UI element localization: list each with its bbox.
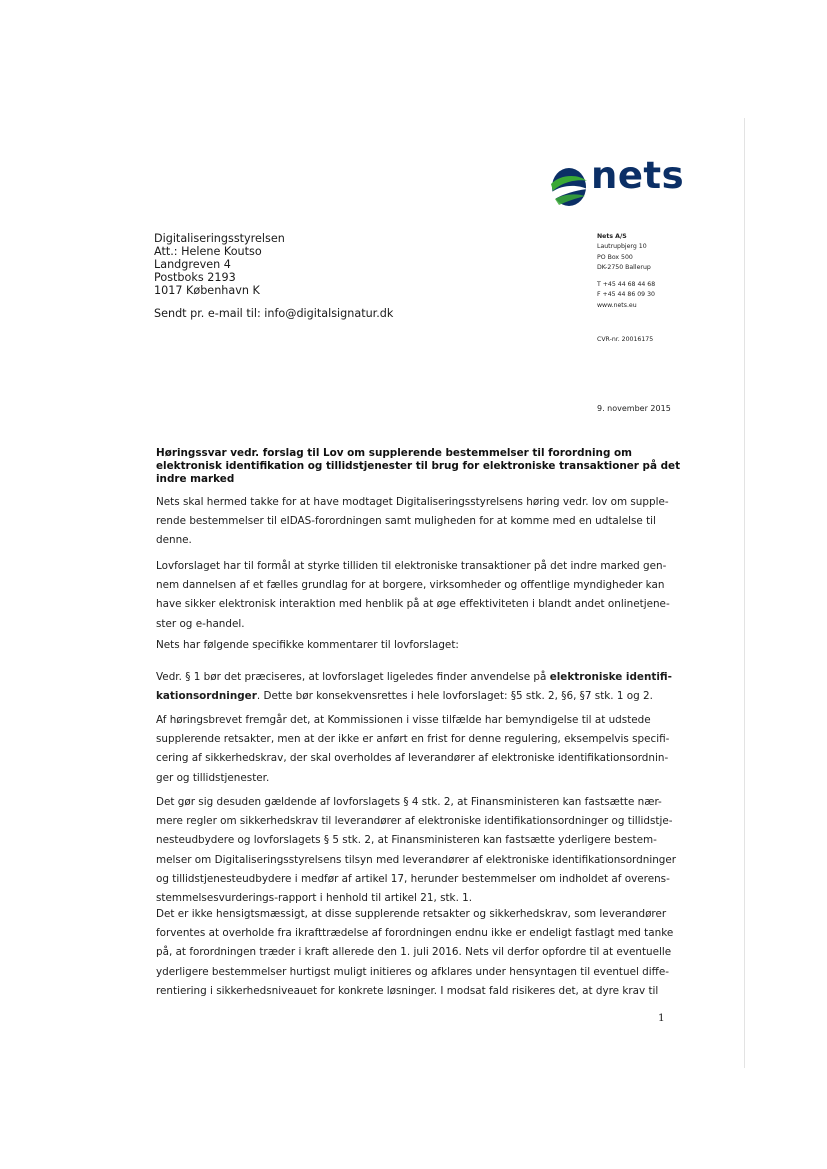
- body-line: nesteudbydere og lovforslagets § 5 stk. 2, at Finansministeren kan fastsætte yderligere bestem-: [156, 834, 657, 847]
- body-line: Af høringsbrevet fremgår det, at Kommissionen i visse tilfælde har bemyndigelse til at udstede: [156, 714, 651, 726]
- body-line: på, at forordningen træder i kraft allerede den 1. juli 2016. Nets vil derfor opfordre til at eventuelle: [156, 946, 672, 959]
- bold-term: elektroniske identifi-: [549, 671, 672, 683]
- subject-line: indre marked: [156, 472, 235, 485]
- body-line: supplerende retsakter, men at der ikke er anført en frist for denne regulering, eksempelvis specifi-: [156, 733, 670, 746]
- body-line: Nets har følgende specifikke kommentarer til lovforslaget:: [156, 639, 459, 651]
- nets-globe-logo-icon: [549, 165, 589, 209]
- body-text: . Dette bør konsekvensrettes i hele lovforslaget: §5 stk. 2, §6, §7 stk. 1 og 2.: [256, 690, 653, 703]
- letter-date: 9. november 2015: [597, 404, 671, 413]
- body-line: ger og tillidstjenester.: [156, 771, 270, 784]
- body-line: [156, 668, 676, 687]
- body-text: Vedr. § 1 bør det præciseres, at lovforslaget ligeledes finder anvendelse på: [156, 671, 550, 683]
- nets-logo-wordmark: nets: [591, 154, 685, 197]
- company-fax: F +45 44 86 09 30: [597, 291, 655, 299]
- page-number: 1: [658, 1012, 665, 1024]
- recipient-line: 1017 København K: [154, 284, 260, 297]
- company-address-line: PO Box 500: [597, 253, 633, 261]
- company-website: www.nets.eu: [597, 301, 637, 309]
- body-line: rende bestemmelser til eIDAS-forordningen samt muligheden for at komme med en udtalelse til: [156, 515, 656, 528]
- recipient-line: Digitaliseringsstyrelsen: [154, 232, 285, 245]
- paragraph-2: [156, 557, 676, 634]
- body-line: rentiering i sikkerhedsniveauet for konkrete løsninger. I modsat fald risikeres det, at dyre krav til: [156, 984, 659, 997]
- body-line: nem dannelsen af et fælles grundlag for at borgere, virksomheder og offentlige myndigheder kan: [156, 579, 665, 592]
- company-cvr: CVR-nr. 20016175: [597, 336, 654, 343]
- body-line: cering af sikkerhedskrav, der skal overholdes af leverandører af elektroniske identifikationsordnin-: [156, 752, 669, 765]
- recipient-line: Att.: Helene Koutso: [154, 245, 262, 258]
- body-line: [156, 687, 676, 706]
- body-line: Lovforslaget har til formål at styrke tilliden til elektroniske transaktioner på det indre marked gen-: [156, 560, 667, 572]
- body-line: mere regler om sikkerhedskrav til leverandører af elektroniske identifikationsordninger og tillidstje-: [156, 815, 673, 828]
- body-line: ster og e-handel.: [156, 617, 245, 630]
- recipient-line: Landgreven 4: [154, 258, 231, 271]
- recipient-line: Postboks 2193: [154, 271, 236, 284]
- body-line: have sikker elektronisk interaktion med henblik på at øge effektiviteten i blandt andet onlinetjene-: [156, 598, 670, 611]
- recipient-address: [154, 232, 494, 297]
- body-line: Nets skal hermed takke for at have modtaget Digitaliseringsstyrelsens høring vedr. lov om supple-: [156, 496, 669, 508]
- paragraph-4: [156, 668, 676, 706]
- subject-line: Høringssvar vedr. forslag til Lov om supplerende bestemmelser til forordning om: [156, 447, 632, 459]
- company-name: Nets A/S: [597, 233, 627, 240]
- paragraph-1: [156, 493, 676, 551]
- body-line: stemmelsesvurderings-rapport i henhold til artikel 21, stk. 1.: [156, 892, 473, 905]
- subject-line: elektronisk identifikation og tillidstjenester til brug for elektroniske transaktioner på det: [156, 459, 681, 472]
- page-edge-line: [744, 118, 745, 1068]
- company-info: [597, 232, 737, 311]
- company-address-line: DK-2750 Ballerup: [597, 263, 651, 271]
- body-line: denne.: [156, 534, 192, 547]
- body-line: forventes at overholde fra ikrafttrædelse af forordningen endnu ikke er endeligt fastlagt med tanke: [156, 927, 674, 940]
- body-line: yderligere bestemmelser hurtigst muligt initieres og afklares under hensyntagen til eventuel diffe-: [156, 965, 669, 978]
- sent-by-email: Sendt pr. e-mail til: info@digitalsignatur.dk: [154, 307, 394, 320]
- letter-subject: [156, 447, 681, 485]
- paragraph-3: [156, 636, 676, 655]
- paragraph-6: [156, 793, 676, 908]
- body-line: og tillidstjenesteudbydere i medfør af artikel 17, herunder bestemmelser om indholdet af overens-: [156, 872, 670, 885]
- paragraph-7: [156, 905, 676, 1001]
- bold-term: kationsordninger: [156, 690, 257, 703]
- body-line: melser om Digitaliseringsstyrelsens tilsyn med leverandører af elektroniske identifikationsordninger: [156, 853, 677, 866]
- company-address-line: Lautrupbjerg 10: [597, 243, 647, 251]
- company-phone: T +45 44 68 44 68: [597, 281, 656, 289]
- body-line: Det er ikke hensigtsmæssigt, at disse supplerende retsakter og sikkerhedskrav, som leverandører: [156, 908, 667, 920]
- paragraph-5: [156, 711, 676, 788]
- body-line: Det gør sig desuden gældende af lovforslagets § 4 stk. 2, at Finansministeren kan fastsætte nær-: [156, 796, 662, 808]
